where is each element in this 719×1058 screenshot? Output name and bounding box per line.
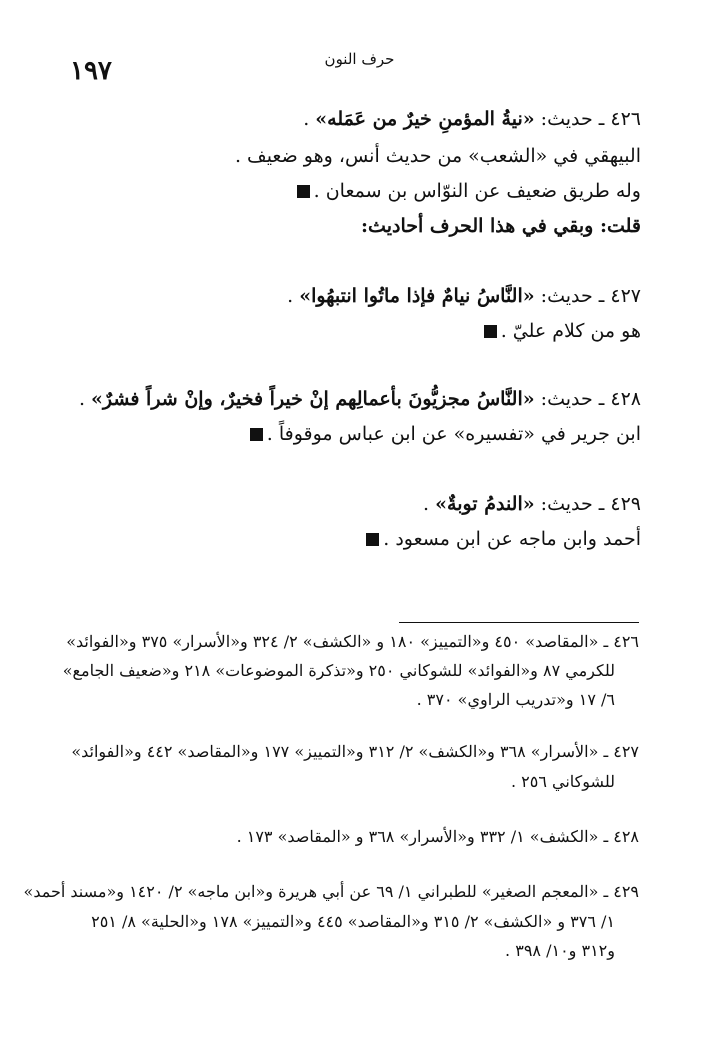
source-text: ابن جرير في «تفسيره» عن ابن عباس موقوفاً . bbox=[266, 423, 641, 445]
footnote-429-line-3: و٣١٢ و١٠/ ٣٩٨ . bbox=[505, 941, 615, 960]
hadith-426-line bbox=[60, 108, 641, 130]
footnote-426-line-2: للكرمي ٨٧ و«الفوائد» للشوكاني ٢٥٠ و«تذكرة الموضوعات» ٢١٨ و«ضعيف الجامع» bbox=[62, 661, 615, 680]
footnote-426-line-3: ٦/ ١٧ و«تدريب الراوي» ٣٧٠ . bbox=[416, 690, 615, 709]
source-text: هو من كلام عليّ . bbox=[500, 320, 641, 342]
hadith-number: ٤٢٩ ـ حديث: bbox=[534, 493, 641, 515]
hadith-number: ٤٢٧ ـ حديث: bbox=[534, 285, 641, 307]
punctuation: . bbox=[423, 493, 436, 515]
hadith-text: «نيةُ المؤمنِ خيرٌ من عَمَله» bbox=[315, 108, 535, 130]
end-square-icon bbox=[297, 185, 310, 198]
running-header: حرف النون bbox=[324, 50, 395, 68]
hadith-text: «النَّاسُ نيامٌ فإذا ماتُوا انتبهُوا» bbox=[299, 285, 535, 307]
page-number: ١٩٧ bbox=[70, 56, 112, 86]
footnote-426-line-1: ٤٢٦ ـ «المقاصد» ٤٥٠ و«التمييز» ١٨٠ و «الكشف» ٢/ ٣٢٤ و«الأسرار» ٣٧٥ و«الفوائد» bbox=[66, 632, 639, 651]
hadith-429-line bbox=[60, 493, 641, 515]
hadith-428-source bbox=[60, 423, 641, 445]
source-text: أحمد وابن ماجه عن ابن مسعود . bbox=[383, 528, 641, 550]
hadith-number: ٤٢٦ ـ حديث: bbox=[534, 108, 641, 130]
note-text: وله طريق ضعيف عن النوّاس بن سمعان . bbox=[313, 180, 641, 202]
punctuation: . bbox=[78, 388, 92, 410]
footnote-428-line-1: ٤٢٨ ـ «الكشف» ١/ ٣٣٢ و«الأسرار» ٣٦٨ و «المقاصد» ١٧٣ . bbox=[236, 827, 639, 846]
hadith-text: «الندمُ توبةٌ» bbox=[435, 493, 535, 515]
hadith-number: ٤٢٨ ـ حديث: bbox=[534, 388, 641, 410]
footnote-427-line-1: ٤٢٧ ـ «الأسرار» ٣٦٨ و«الكشف» ٢/ ٣١٢ و«التمييز» ١٧٧ و«المقاصد» ٤٤٢ و«الفوائد» bbox=[71, 742, 639, 761]
hadith-426-source: البيهقي في «الشعب» من حديث أنس، وهو ضعيف . bbox=[234, 145, 641, 167]
hadith-426-note bbox=[60, 180, 641, 202]
footnote-429-line-1: ٤٢٩ ـ «المعجم الصغير» للطبراني ١/ ٦٩ عن أبي هريرة و«ابن ماجه» ٢/ ١٤٢٠ و«مسند أحمد» bbox=[23, 882, 639, 901]
punctuation: . bbox=[303, 108, 316, 130]
hadith-429-source bbox=[60, 528, 641, 550]
hadith-427-line bbox=[60, 285, 641, 307]
footnote-divider bbox=[399, 622, 639, 623]
hadith-427-source bbox=[60, 320, 641, 342]
end-square-icon bbox=[484, 325, 497, 338]
end-square-icon bbox=[366, 533, 379, 546]
qult-remark: قلت: وبقي في هذا الحرف أحاديث: bbox=[361, 215, 641, 237]
hadith-428-line bbox=[60, 388, 641, 410]
footnote-429-line-2: ١/ ٣٧٦ و «الكشف» ٢/ ٣١٥ و«المقاصد» ٤٤٥ و«التمييز» ١٧٨ و«الحلية» ٨/ ٢٥١ bbox=[91, 912, 615, 931]
end-square-icon bbox=[250, 428, 263, 441]
footnote-427-line-2: للشوكاني ٢٥٦ . bbox=[510, 772, 615, 791]
punctuation: . bbox=[287, 285, 300, 307]
hadith-text: «النَّاسُ مجزيُّونَ بأعمالِهم إنْ خيراً فخيرٌ، وإنْ شراً فشرٌ» bbox=[91, 388, 535, 410]
